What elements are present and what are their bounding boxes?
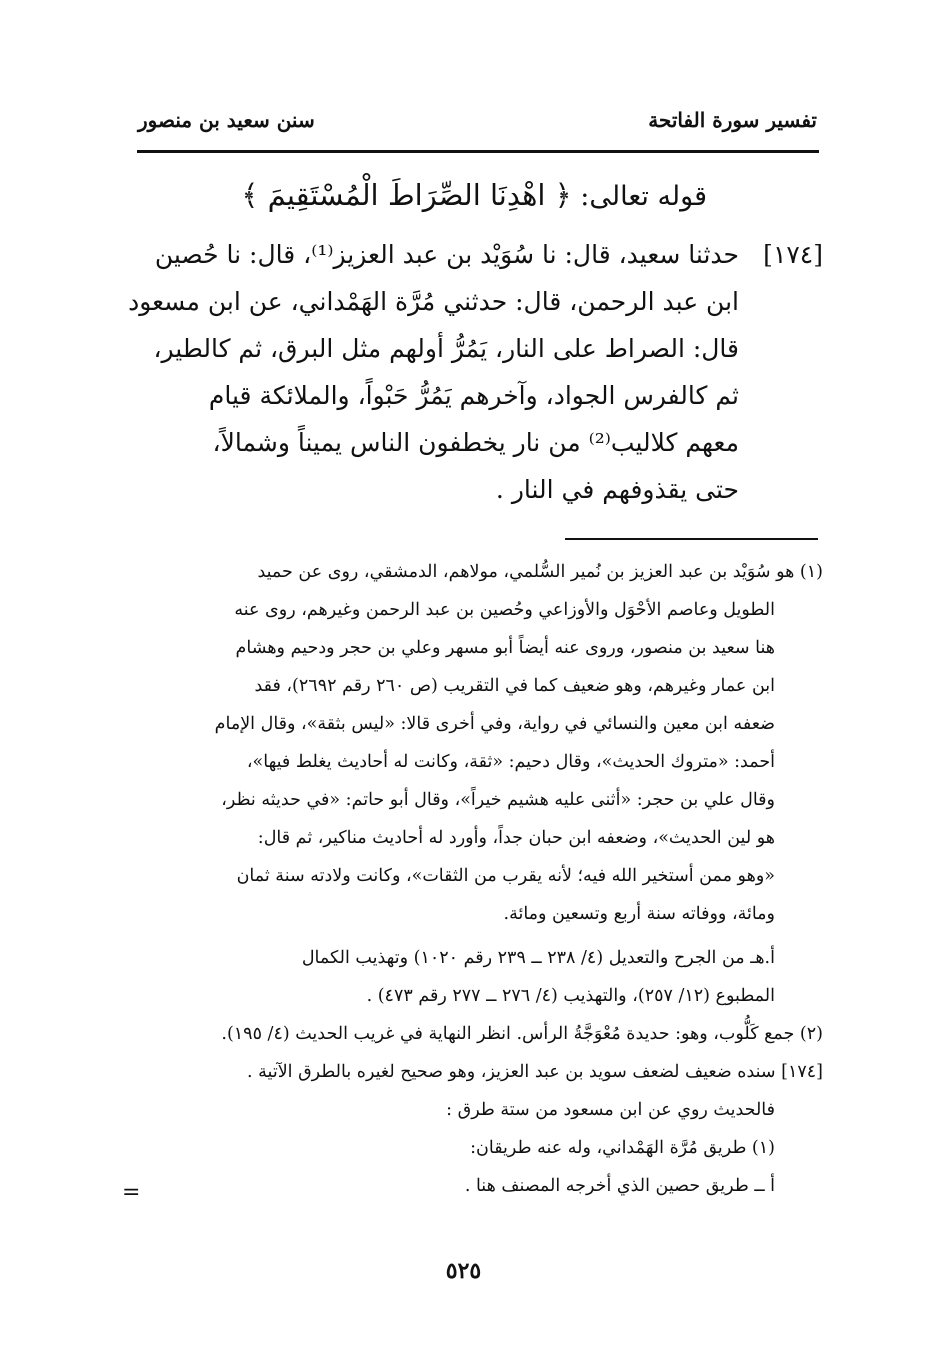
footnote-1-line-5: ضعفه ابن معين والنسائي في رواية، وفي أخرى قالا: «ليس بثقة»، وقال الإمام: [214, 714, 775, 734]
verse-heading: [241, 178, 707, 212]
hadith-line-4: ثم كالفرس الجواد، وآخرهم يَمُرُّ حَبْواً، والملائكة قيام: [208, 381, 739, 410]
hadith-line-5: معهم كلاليب⁽²⁾ من نار يخطفون الناس يميناً وشمالاً،: [212, 428, 739, 457]
footnote-1-line-11: أ.هـ من الجرح والتعديل (٤/ ٢٣٨ ــ ٢٣٩ رقم ١٠٢٠) وتهذيب الكمال: [301, 948, 775, 968]
footnote-1-line-1: (١) هو سُوَيْد بن عبد العزيز بن نُمير السُّلمي، مولاهم، الدمشقي، روى عن حميد: [257, 562, 823, 582]
quran-verse: ﴿ اهْدِنَا الصِّرَاطَ الْمُسْتَقِيمَ ﴾: [241, 178, 572, 212]
running-header-surah: تفسير سورة الفاتحة: [648, 108, 817, 132]
header-rule: [137, 150, 819, 153]
takhrij-line-3: (١) طريق مُرَّة الهَمْداني، وله عنه طريقان:: [470, 1138, 775, 1158]
footnote-2: (٢) جمع كَلُّوب، وهو: حديدة مُعْوَجَّةُ الرأس. انظر النهاية في غريب الحديث (٤/ ١٩٥).: [221, 1024, 823, 1044]
verse-prefix: قوله تعالى:: [580, 181, 707, 212]
hadith-number: [١٧٤]: [763, 240, 823, 269]
takhrij-line-2: فالحديث روي عن ابن مسعود من ستة طرق :: [446, 1100, 775, 1120]
hadith-line-3: قال: الصراط على النار، يَمُرُّ أولهم مثل البرق، ثم كالطير،: [153, 334, 739, 363]
footnote-1-line-10: ومائة، ووفاته سنة أربع وتسعين ومائة.: [503, 904, 775, 924]
hadith-line-6: حتى يقذوفهم في النار .: [495, 475, 739, 504]
hadith-line-1: حدثنا سعيد، قال: نا سُوَيْد بن عبد العزيز⁽¹⁾، قال: نا حُصين: [154, 240, 739, 269]
footnote-1-line-8: هو لين الحديث»، وضعفه ابن حبان جداً، وأورد له أحاديث مناكير، ثم قال:: [257, 828, 775, 848]
footnote-separator: [565, 538, 818, 540]
footnote-1-line-9: «وهو ممن أستخير الله فيه؛ لأنه يقرب من الثقات»، وكانت ولادته سنة ثمان: [236, 866, 775, 886]
footnote-1-line-6: أحمد: «متروك الحديث»، وقال دحيم: «ثقة، وكانت له أحاديث يغلط فيها»،: [246, 752, 775, 772]
running-header-book: سنن سعيد بن منصور: [138, 108, 315, 132]
footnote-1-line-3: هنا سعيد بن منصور، وروى عنه أيضاً أبو مسهر وعلي بن حجر ودحيم وهشام: [235, 638, 775, 658]
footnote-1-line-2: الطويل وعاصم الأحْوَل والأوزاعي وحُصين بن عبد الرحمن وغيرهم، روى عنه: [234, 600, 775, 620]
footnote-1-line-12: المطبوع (١٢/ ٢٥٧)، والتهذيب (٤/ ٢٧٦ ــ ٢٧٧ رقم ٤٧٣) .: [366, 986, 775, 1006]
footnote-1-line-4: ابن عمار وغيرهم، وهو ضعيف كما في التقريب (ص ٢٦٠ رقم ٢٦٩٢)، فقد: [254, 676, 775, 696]
continuation-mark: =: [122, 1180, 141, 1205]
takhrij-line-1: [١٧٤] سنده ضعيف لضعف سويد بن عبد العزيز، وهو صحيح لغيره بالطرق الآتية .: [247, 1062, 823, 1082]
page-number: ٥٢٥: [445, 1258, 482, 1284]
hadith-line-2: ابن عبد الرحمن، قال: حدثني مُرَّة الهَمْداني، عن ابن مسعود: [128, 287, 739, 316]
footnote-1-line-7: وقال علي بن حجر: «أثنى عليه هشيم خيراً»، وقال أبو حاتم: «في حديثه نظر،: [221, 790, 775, 810]
takhrij-line-4: أ ــ طريق حصين الذي أخرجه المصنف هنا .: [464, 1176, 775, 1196]
